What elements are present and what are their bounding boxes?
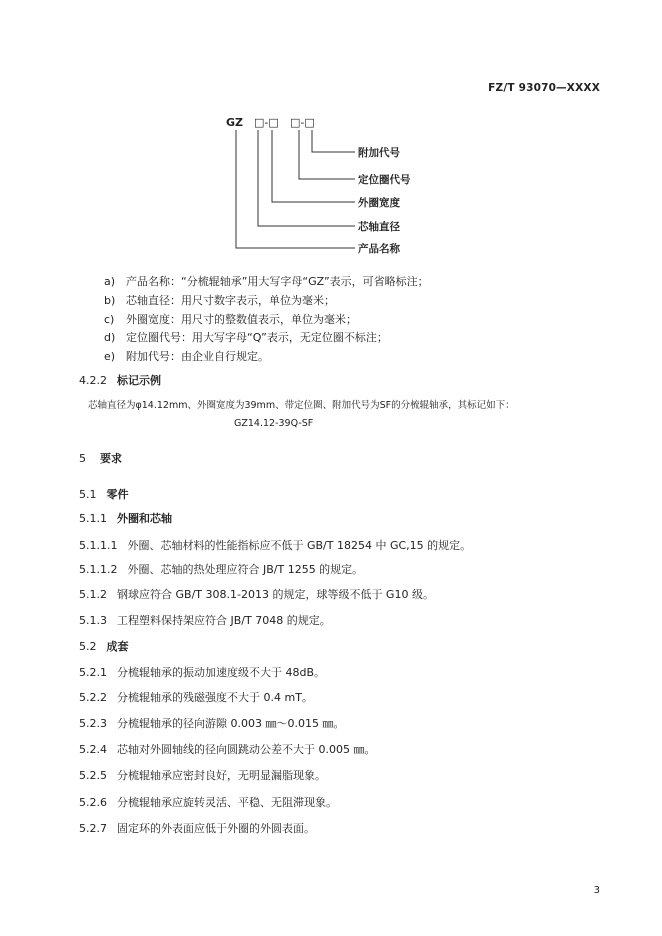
diagram-code: GZ [226,116,244,129]
heading-5-2: 5.2 成套 [79,640,129,653]
definition-a: a) 产品名称：“分梳辊轴承”用大写字母“GZ”表示，可省略标注； [104,275,429,288]
definition-c: c) 外圈宽度：用尺寸的整数值表示，单位为毫米； [104,313,357,326]
leader-line-diameter [258,130,355,226]
clause-5-2-3: 5.2.3 分梳辊轴承的径向游隙 0.003 ㎜～0.015 ㎜。 [79,717,345,730]
leader-line-width [272,130,355,202]
leader-line-product [236,130,355,248]
clause-5-2-5: 5.2.5 分梳辊轴承应密封良好，无明显漏脂现象。 [79,769,326,782]
clause-5-1-1-1: 5.1.1.1 外圈、芯轴材料的性能指标应不低于 GB/T 18254 中 GC,15 的规定。 [79,539,472,552]
heading-4-2-2: 4.2.2 标记示例 [79,374,161,387]
clause-5-1-2: 5.1.2 钢球应符合 GB/T 308.1-2013 的规定，球等级不低于 G10 级。 [79,588,434,601]
clause-5-2-1: 5.2.1 分梳辊轴承的振动加速度级不大于 48dB。 [79,666,326,679]
clause-5-2-7: 5.2.7 固定环的外表面应低于外圈的外圆表面。 [79,822,315,835]
diagram-boxes-right: □-□ [290,116,315,129]
designation-diagram [220,108,440,258]
definition-b: b) 芯轴直径：用尺寸数字表示，单位为毫米； [104,294,335,307]
leader-line-locating [299,130,355,179]
label-additional-code: 附加代号 [358,147,400,159]
label-spindle-diameter: 芯轴直径 [358,221,400,233]
clause-5-1-1-2: 5.1.1.2 外圈、芯轴的热处理应符合 JB/T 1255 的规定。 [79,563,364,576]
clause-5-1-3: 5.1.3 工程塑料保持架应符合 JB/T 7048 的规定。 [79,614,331,627]
label-outer-ring-width: 外圈宽度 [358,197,400,209]
label-locating-ring-code: 定位圈代号 [358,174,411,186]
page-number: 3 [593,885,600,896]
clause-5-2-6: 5.2.6 分梳辊轴承应旋转灵活、平稳、无阻滞现象。 [79,796,337,809]
leader-line-additional [312,130,355,152]
definition-d: d) 定位圈代号：用大写字母“Q”表示，无定位圈不标注； [104,331,388,344]
standard-number: FZ/T 93070—XXXX [488,82,600,94]
definition-e: e) 附加代号：由企业自行规定。 [104,350,269,363]
marking-example-text: 芯轴直径为φ14.12mm、外圈宽度为39mm、带定位圈、附加代号为SF的分梳辊轴承，其标记如下： [88,400,515,411]
diagram-boxes-left: □-□ [254,116,279,129]
clause-5-2-2: 5.2.2 分梳辊轴承的残磁强度不大于 0.4 mT。 [79,691,313,704]
clause-5-2-4: 5.2.4 芯轴对外圆轴线的径向圆跳动公差不大于 0.005 ㎜。 [79,743,376,756]
heading-5-1: 5.1 零件 [79,488,129,501]
heading-5-1-1: 5.1.1 外圈和芯轴 [79,512,172,525]
label-product-name: 产品名称 [358,243,400,255]
heading-5: 5 要求 [79,452,122,465]
marking-example-code: GZ14.12-39Q-SF [234,418,314,429]
